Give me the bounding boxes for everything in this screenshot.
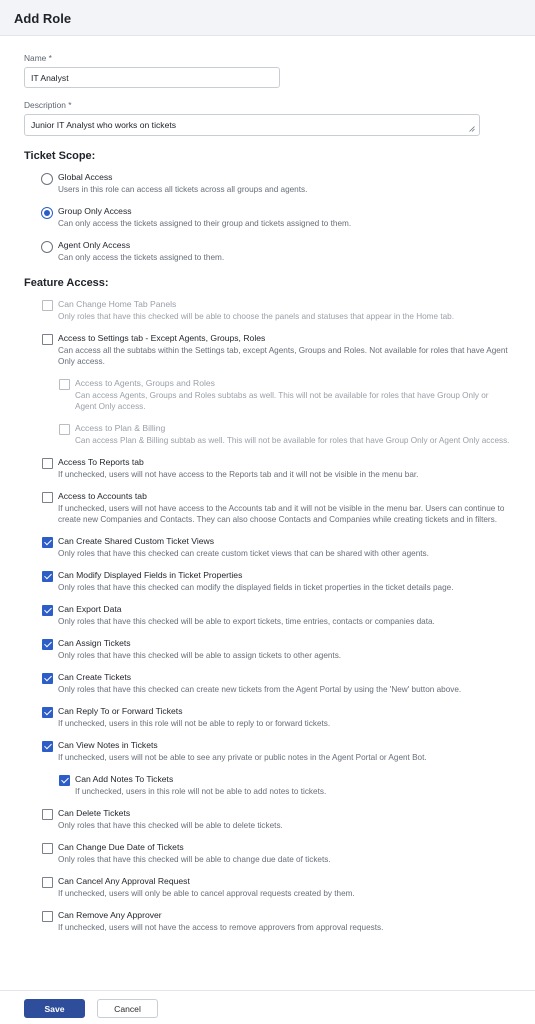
checkbox[interactable] [42,492,53,503]
feature-label: Can View Notes in Tickets [58,740,158,750]
feature-label: Can Change Due Date of Tickets [58,842,184,852]
radio-button[interactable] [41,241,53,253]
feature-assign-tickets[interactable] [24,638,511,661]
scope-option-group[interactable] [24,206,511,229]
ticket-scope-title: Ticket Scope: [24,150,96,162]
feature-cancel-approval[interactable] [24,876,511,899]
scope-option-label: Global Access [58,172,113,182]
feature-label: Access to Accounts tab [58,491,147,501]
checkbox-checked[interactable] [42,605,53,616]
checkbox-checked[interactable] [42,571,53,582]
feature-label: Access to Agents, Groups and Roles [75,378,215,388]
feature-export-data[interactable] [24,604,511,627]
feature-label: Can Export Data [58,604,122,614]
radio-button[interactable] [41,173,53,185]
feature-desc: If unchecked, users in this role will not be able to reply to or forward tickets. [58,719,331,728]
feature-desc: Only roles that have this checked can create new tickets from the Agent Portal by using the 'New' button above. [58,685,462,694]
checkbox-checked[interactable] [42,639,53,650]
feature-agents-groups-roles [24,378,511,412]
feature-desc: Only roles that have this checked can modify the displayed fields in ticket properties in the ticket details page. [58,583,454,592]
checkbox-checked[interactable] [42,707,53,718]
checkbox-checked[interactable] [59,775,70,786]
feature-label: Access To Reports tab [58,457,144,467]
checkbox[interactable] [42,843,53,854]
feature-desc: If unchecked, users will not have access to the Accounts tab and it will not be visible in the menu bar. Users can continue to create new Companies and Contacts. They can also choose Contacts and Companies while creating tickets and in filters. [58,504,505,524]
feature-desc: If unchecked, users will not have the access to remove approvers from approval requests. [58,923,384,932]
scope-option-desc: Can only access the tickets assigned to their group and tickets assigned to them. [58,219,352,228]
feature-desc: Only roles that have this checked can create custom ticket views that can be shared with other agents. [58,549,429,558]
checkbox-checked[interactable] [42,673,53,684]
feature-add-notes[interactable] [24,774,511,797]
name-label: Name * [24,53,52,63]
feature-desc: Can access Plan & Billing subtab as well. This will not be available for roles that have Group Only or Agent Only access. [75,436,510,445]
save-button[interactable]: Save [24,999,85,1018]
feature-desc: If unchecked, users in this role will not be able to add notes to tickets. [75,787,327,796]
feature-view-notes[interactable] [24,740,511,763]
feature-desc: If unchecked, users will not be able to see any private or public notes in the Agent Portal or Agent Bot. [58,753,427,762]
feature-plan-billing [24,423,511,446]
feature-label: Can Change Home Tab Panels [58,299,177,309]
feature-desc: If unchecked, users will not have access to the Reports tab and it will not be visible in the menu bar. [58,470,419,479]
feature-desc: Only roles that have this checked will be able to change due date of tickets. [58,855,331,864]
scope-option-desc: Can only access the tickets assigned to them. [58,253,225,262]
checkbox[interactable] [42,911,53,922]
feature-reply-forward[interactable] [24,706,511,729]
description-input[interactable]: Junior IT Analyst who works on tickets [24,114,480,136]
feature-accounts-tab[interactable] [24,491,511,525]
feature-label: Access to Settings tab - Except Agents, Groups, Roles [58,333,266,343]
feature-label: Can Create Tickets [58,672,132,682]
feature-label: Can Remove Any Approver [58,910,162,920]
feature-label: Can Cancel Any Approval Request [58,876,190,886]
feature-change-due-date[interactable] [24,842,511,865]
checkbox [59,424,70,435]
feature-access-title: Feature Access: [24,277,109,289]
feature-desc: If unchecked, users will only be able to cancel approval requests created by them. [58,889,355,898]
checkbox-checked[interactable] [42,741,53,752]
checkbox[interactable] [42,809,53,820]
feature-desc: Only roles that have this checked will be able to assign tickets to other agents. [58,651,342,660]
scope-option-agent[interactable] [24,240,511,263]
feature-label: Can Reply To or Forward Tickets [58,706,183,716]
feature-delete-tickets[interactable] [24,808,511,831]
feature-label: Can Create Shared Custom Ticket Views [58,536,215,546]
resize-handle-icon[interactable] [469,126,475,132]
form-footer [0,990,535,1024]
feature-reports-tab[interactable] [24,457,511,480]
feature-desc: Only roles that have this checked will be able to choose the panels and statuses that appear in the Home tab. [58,312,454,321]
scope-option-global[interactable] [24,172,511,195]
checkbox [59,379,70,390]
checkbox[interactable] [42,334,53,345]
feature-home-tab-panels [24,299,511,322]
checkbox[interactable] [42,458,53,469]
cancel-button[interactable]: Cancel [97,999,158,1018]
name-input[interactable]: IT Analyst [24,67,280,88]
feature-desc: Can access Agents, Groups and Roles subtabs as well. This will not be available for roles that have Group Only or Agent Only access. [75,391,489,411]
feature-label: Can Assign Tickets [58,638,131,648]
page-title: Add Role [14,11,72,26]
feature-desc: Can access all the subtabs within the Settings tab, except Agents, Groups and Roles. Not available for roles that have Agent Only access. [58,346,508,366]
feature-desc: Only roles that have this checked will be able to delete tickets. [58,821,283,830]
feature-create-tickets[interactable] [24,672,511,695]
scope-option-desc: Users in this role can access all tickets across all groups and agents. [58,185,308,194]
feature-settings-tab[interactable] [24,333,511,367]
feature-label: Access to Plan & Billing [75,423,166,433]
feature-shared-ticket-views[interactable] [24,536,511,559]
feature-label: Can Delete Tickets [58,808,131,818]
feature-desc: Only roles that have this checked will be able to export tickets, time entries, contacts or companies data. [58,617,435,626]
description-label: Description * [24,100,72,110]
page-header [0,0,535,36]
feature-label: Can Modify Displayed Fields in Ticket Properties [58,570,243,580]
add-role-form [0,36,535,933]
checkbox [42,300,53,311]
feature-modify-displayed-fields[interactable] [24,570,511,593]
scope-option-label: Agent Only Access [58,240,131,250]
scope-option-label: Group Only Access [58,206,132,216]
radio-button-selected[interactable] [41,207,53,219]
feature-remove-approver[interactable] [24,910,511,933]
description-field[interactable] [24,114,480,136]
checkbox-checked[interactable] [42,537,53,548]
feature-label: Can Add Notes To Tickets [75,774,174,784]
checkbox[interactable] [42,877,53,888]
